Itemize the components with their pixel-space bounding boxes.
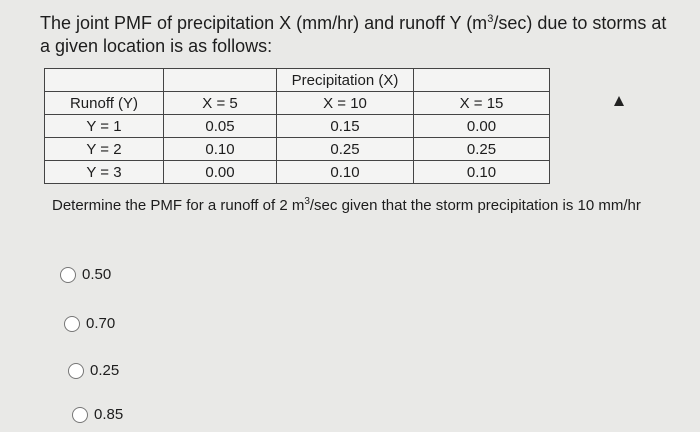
table-cell: 0.00 — [414, 115, 550, 138]
column-header: X = 5 — [164, 92, 277, 115]
table-cell: 0.10 — [164, 138, 277, 161]
option-label: 0.70 — [86, 315, 116, 332]
answer-option[interactable] — [60, 266, 111, 283]
option-label: 0.85 — [94, 406, 124, 423]
table-row — [45, 69, 550, 92]
table-cell: 0.10 — [277, 161, 414, 184]
table-cell: 0.05 — [164, 115, 277, 138]
superscript: 3 — [487, 13, 494, 25]
answer-option[interactable] — [68, 362, 119, 379]
prompt-text — [52, 192, 672, 216]
prompt-text-part: Determine the PMF for a runoff of 2 m — [52, 197, 305, 214]
table-row — [45, 161, 550, 184]
table-cell: 0.25 — [277, 138, 414, 161]
table-cell: 0.10 — [414, 161, 550, 184]
mouse-cursor-icon — [614, 96, 624, 106]
table-cell: 0.15 — [277, 115, 414, 138]
superscript: 3 — [304, 196, 310, 207]
table-corner-cell — [45, 69, 164, 92]
row-label: Y = 2 — [45, 138, 164, 161]
radio-button-icon[interactable] — [60, 267, 76, 283]
joint-pmf-table — [44, 68, 550, 184]
header-runoff: Runoff (Y) — [45, 92, 164, 115]
table-row — [45, 115, 550, 138]
table-cell: 0.00 — [164, 161, 277, 184]
question-text-part: /sec) due to storms at a given location is as follows: — [40, 13, 667, 56]
table-cell — [414, 69, 550, 92]
header-precipitation: Precipitation (X) — [277, 69, 414, 92]
table-row — [45, 92, 550, 115]
table-row — [45, 138, 550, 161]
option-label: 0.50 — [82, 266, 112, 283]
radio-button-icon[interactable] — [64, 316, 80, 332]
answer-option[interactable] — [72, 406, 123, 423]
column-header: X = 10 — [277, 92, 414, 115]
table-cell — [164, 69, 277, 92]
answer-option[interactable] — [64, 315, 115, 332]
row-label: Y = 1 — [45, 115, 164, 138]
column-header: X = 15 — [414, 92, 550, 115]
prompt-text-part: /sec given that the storm precipitation is 10 mm/hr — [309, 197, 641, 214]
question-text — [40, 8, 680, 58]
radio-button-icon[interactable] — [72, 407, 88, 423]
radio-button-icon[interactable] — [68, 363, 84, 379]
option-label: 0.25 — [90, 362, 120, 379]
row-label: Y = 3 — [45, 161, 164, 184]
table-cell: 0.25 — [414, 138, 550, 161]
question-text-part: The joint PMF of precipitation X (mm/hr) and runoff Y (m — [40, 13, 488, 33]
